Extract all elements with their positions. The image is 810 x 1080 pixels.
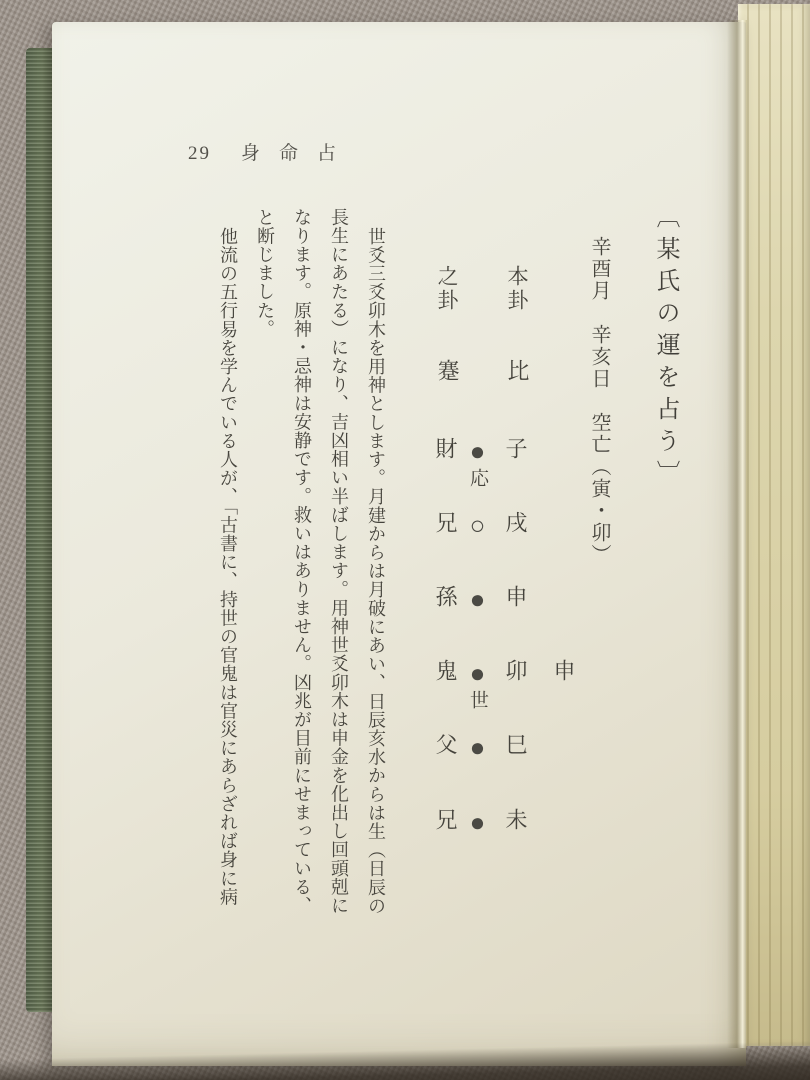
relative-cell: 鬼 [433, 659, 458, 681]
branch-cell: 戌 [503, 511, 528, 533]
branch-cell: 巳 [503, 733, 528, 755]
ou-marker-label: 応 [467, 468, 488, 487]
book-page [52, 22, 746, 1066]
body-column: 長生にあたる）になり、吉凶相い半ばします。用神世爻卯木は申金を化出し回頭剋に [329, 208, 349, 915]
hexagram-chart [424, 265, 582, 875]
body-column: 世爻三爻卯木を用神とします。月建からは月破にあい、日辰亥水からは生（日辰の [366, 227, 386, 916]
relative-cell: 兄 [433, 808, 458, 830]
section-title: 身命占 [241, 143, 356, 164]
original-hexagram-name: 比 [505, 359, 530, 381]
yin-line-dot-icon: ● [463, 659, 492, 688]
sei-marker-label: 世 [467, 690, 488, 709]
branch-cell: 卯 [503, 659, 528, 681]
page-crease-highlight [727, 20, 747, 1048]
yin-line-dot-icon: ● [463, 808, 492, 837]
body-column: 他流の五行易を学んでいる人が、「古書に、持世の官鬼は官災にあらざれば身に病 [218, 227, 238, 907]
relative-cell: 孫 [433, 585, 458, 607]
running-header [188, 138, 355, 165]
page-edges-stack [738, 4, 810, 1046]
branch-cell: 子 [503, 437, 528, 459]
relative-cell: 財 [433, 437, 458, 459]
hidden-branch-cell: 申 [551, 659, 576, 681]
body-column: と断じました。 [255, 208, 275, 339]
line-marker [464, 808, 490, 839]
yin-line-dot-icon: ● [463, 733, 492, 762]
changed-hexagram-name: 蹇 [435, 359, 460, 381]
line-marker [464, 511, 490, 542]
branch-cell: 申 [503, 585, 528, 607]
date-line: 辛酉月 辛亥日 空亡（寅・卯） [588, 236, 610, 566]
original-hexagram-label: 本卦 [505, 265, 529, 313]
article-title: 〔某氏の運を占う〕 [652, 204, 678, 492]
line-marker [464, 659, 491, 709]
body-text [198, 208, 394, 923]
line-marker [464, 437, 491, 487]
relative-cell: 父 [433, 733, 458, 755]
body-column: なります。原神・忌神は安静です。救いはありません。凶兆が目前にせまっている、 [292, 208, 312, 915]
relative-cell: 兄 [433, 511, 458, 533]
line-marker [464, 733, 490, 764]
branch-cell: 未 [503, 808, 528, 830]
yin-line-dot-icon: ● [463, 585, 492, 614]
yin-line-dot-icon: ● [463, 437, 492, 466]
changed-hexagram-label: 之卦 [435, 265, 459, 313]
page-number: 29 [188, 143, 211, 164]
yang-line-circle-icon: ○ [463, 511, 492, 540]
line-marker [464, 585, 490, 616]
